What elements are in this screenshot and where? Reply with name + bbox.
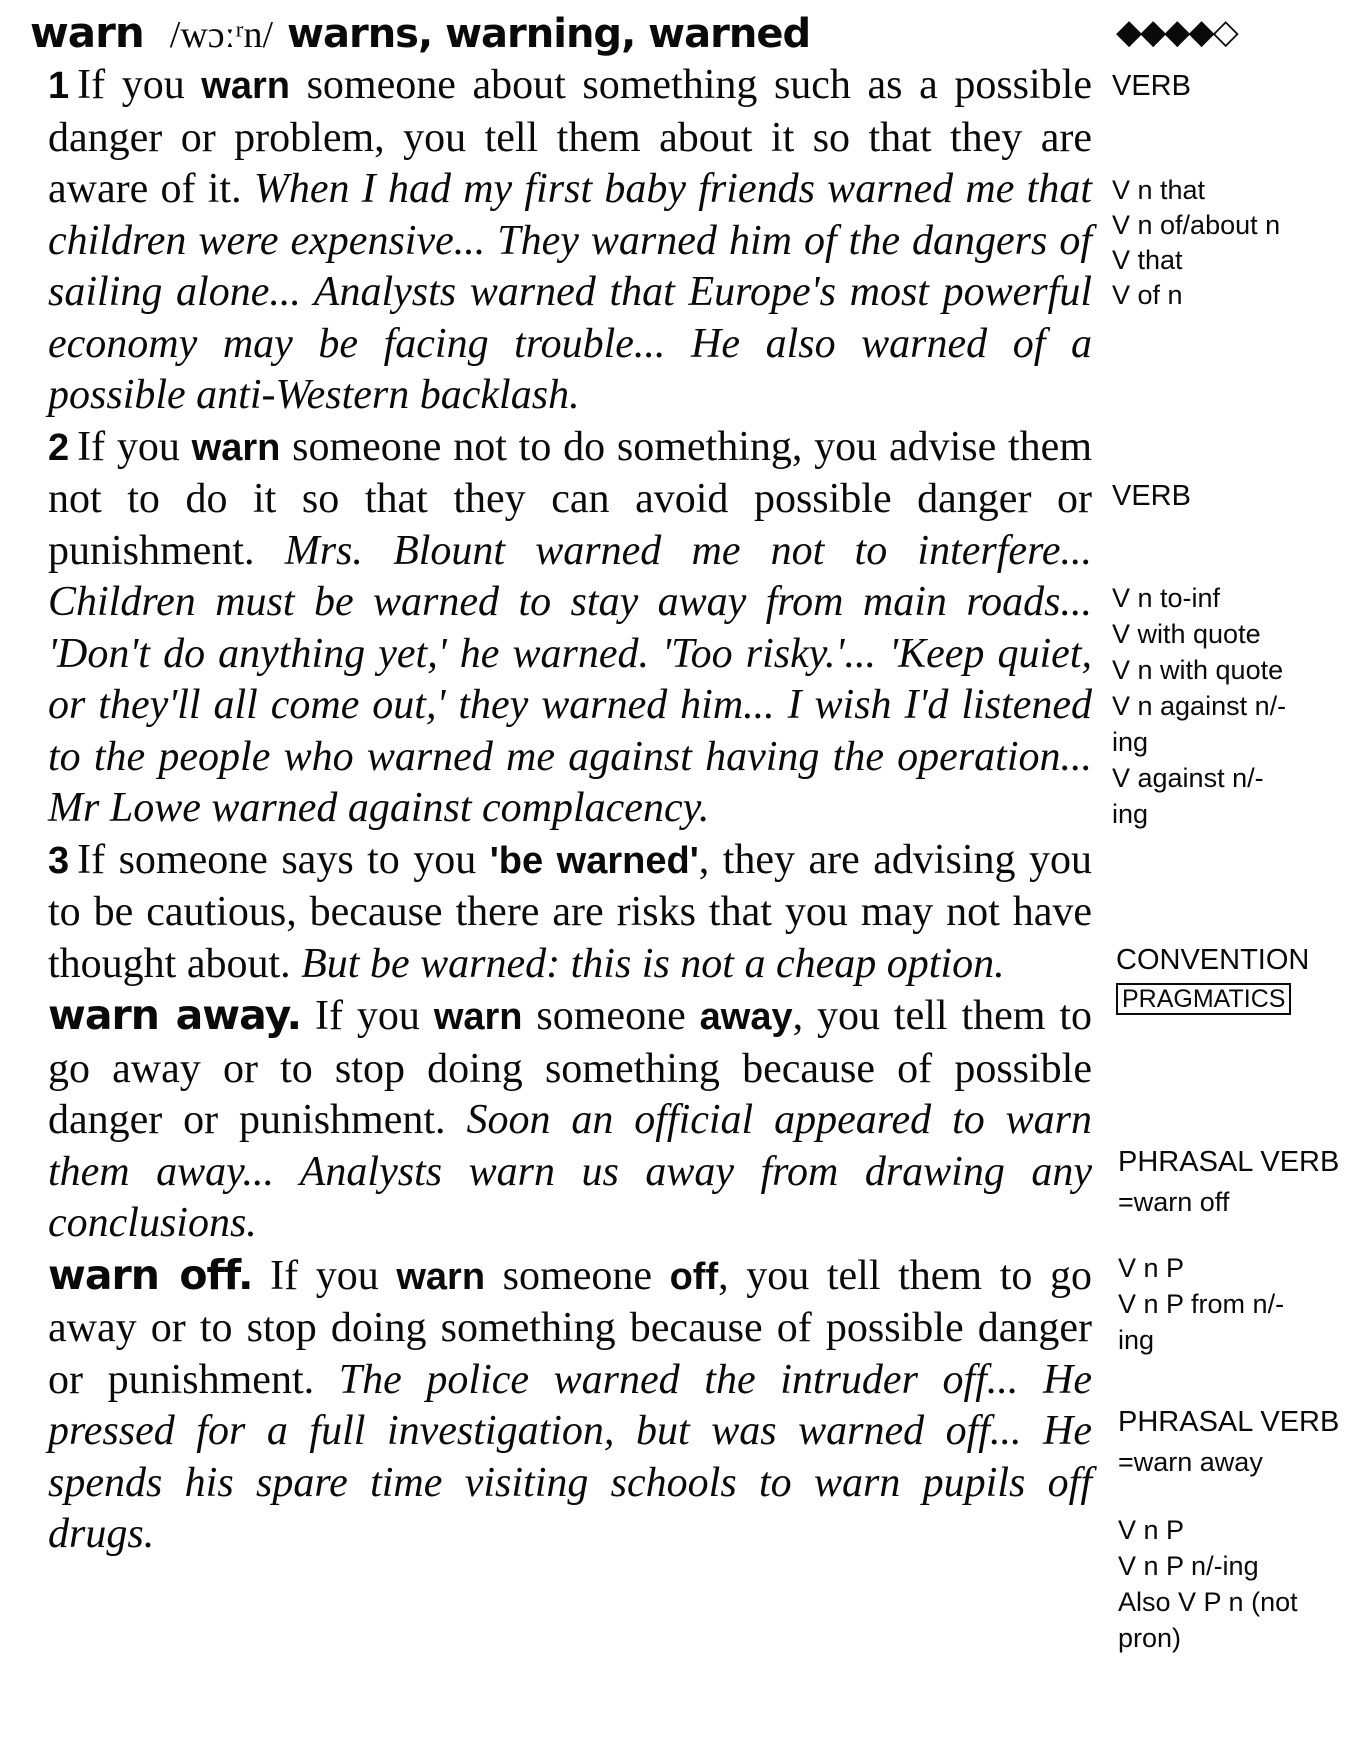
- phrasal-examples: The police warned the intruder off... He pressed for a full investigation, but was warned off... He spends his spare time visiting schools to warn pupils off drugs.: [48, 1356, 1092, 1557]
- sense-2-label: VERB: [1112, 480, 1191, 512]
- pragmatics-tag: PRAGMATICS: [1116, 983, 1291, 1015]
- sense-1-pattern: V n of/about n: [1112, 210, 1281, 240]
- phrasal-off-pattern: V n P: [1118, 1515, 1185, 1545]
- sense-3-label: CONVENTION: [1116, 944, 1310, 976]
- sense-examples: When I had my first baby friends warned me that children were expensive... They warned him of the dangers of sailing alone... Analysts warned that Europe's most powerful economy may be facing trouble... He also warned of a possible anti-Western backlash.: [48, 166, 1092, 418]
- definitions-column: [48, 60, 1092, 1561]
- sense-number: 1: [48, 65, 70, 107]
- sense-1-pattern: V n that: [1112, 175, 1206, 205]
- sense-number: 3: [48, 839, 70, 882]
- sense-2-pattern: V n to-inf: [1112, 583, 1221, 613]
- sense-2-pattern: V against n/-: [1112, 763, 1264, 793]
- sense-2-pattern: V with quote: [1112, 619, 1261, 649]
- phrasal-warn-away: warn away. If you warn someone away, you tell them to go away or to stop doing something because of possible danger or punishment. Soon an official appeared to warn them away... Analysts warn us away from drawing any conclusions.: [48, 991, 1093, 1246]
- sense-2-pattern: V n with quote: [1112, 655, 1284, 685]
- phrasal-off-synonym: =warn away: [1118, 1447, 1263, 1477]
- phrasal-away-pattern: V n P from n/-: [1118, 1289, 1285, 1319]
- sense-1-pattern: V of n: [1112, 280, 1183, 310]
- phrasal-headword: warn off.: [48, 1250, 253, 1299]
- phrasal-away-synonym: =warn off: [1118, 1187, 1230, 1217]
- pronunciation: /wɔːʳn/: [169, 14, 274, 56]
- inflections: warns, warning, warned: [287, 11, 811, 57]
- phrasal-off-pattern: pron): [1118, 1623, 1182, 1653]
- phrasal-away-label: PHRASAL VERB: [1118, 1146, 1340, 1178]
- phrasal-away-pattern: V n P: [1118, 1253, 1185, 1283]
- sense-examples: But be warned: this is not a cheap option.: [301, 940, 1005, 987]
- sense-3: 3 If someone says to you 'be warned', they are advising you to be cautious, because there are risks that you may not have thought about. But be warned: this is not a cheap option.: [48, 836, 1093, 987]
- sense-1: 1 If you warn someone about something such as a possible danger or problem, you tell them about it so that they are aware of it. When I had my first baby friends warned me that children were expensive... They warned him of the dangers of sailing alone... Analysts warned that Europe's most powerful economy may be facing trouble... He also warned of a possible anti-Western backlash.: [48, 62, 1092, 418]
- phrasal-warn-off: warn off. If you warn someone off, you tell them to go away or to stop doing something because of possible danger or punishment. The police warned the intruder off... He pressed for a full investigation, but was warned off... He spends his spare time visiting schools to warn pupils off drugs.: [48, 1250, 1093, 1557]
- phrasal-off-label: PHRASAL VERB: [1118, 1406, 1340, 1438]
- sense-1-label: VERB: [1112, 70, 1191, 102]
- sense-2-pattern: ing: [1112, 799, 1149, 829]
- sense-examples: Mrs. Blount warned me not to interfere... Children must be warned to stay away from main roads... 'Don't do anything yet,' he warned. 'Too risky.'... 'Keep quiet, or they'll all come out,' they warned him... I wish I'd listened to the people who warned me against having the operation... Mr Lowe warned against complacency.: [48, 527, 1092, 831]
- sense-number: 2: [48, 426, 70, 469]
- headword: warn: [30, 8, 144, 57]
- phrasal-off-pattern: Also V P n (not: [1118, 1587, 1298, 1617]
- sense-2-pattern: V n against n/-: [1112, 691, 1287, 721]
- phrasal-headword: warn away.: [48, 991, 302, 1039]
- phrasal-off-pattern: V n P n/-ing: [1118, 1551, 1259, 1581]
- phrasal-examples: Soon an official appeared to warn them away... Analysts warn us away from drawing any conclusions.: [48, 1097, 1092, 1246]
- phrasal-away-pattern: ing: [1118, 1325, 1155, 1355]
- frequency-diamonds: ◆◆◆◆◇: [1116, 12, 1237, 52]
- sense-1-pattern: V that: [1112, 245, 1183, 275]
- pragmatics-tag-wrap: [1116, 982, 1291, 1015]
- sense-2: 2 If you warn someone not to do something, you advise them not to do it so that they can avoid possible danger or punishment. Mrs. Blount warned me not to interfere... Children must be warned to stay away from main roads... 'Don't do anything yet,' he warned. 'Too risky.'... 'Keep quiet, or they'll all come out,' they warned him... I wish I'd listened to the people who warned me against having the operation... Mr Lowe warned against complacency.: [48, 423, 1092, 831]
- sense-2-pattern: ing: [1112, 727, 1149, 757]
